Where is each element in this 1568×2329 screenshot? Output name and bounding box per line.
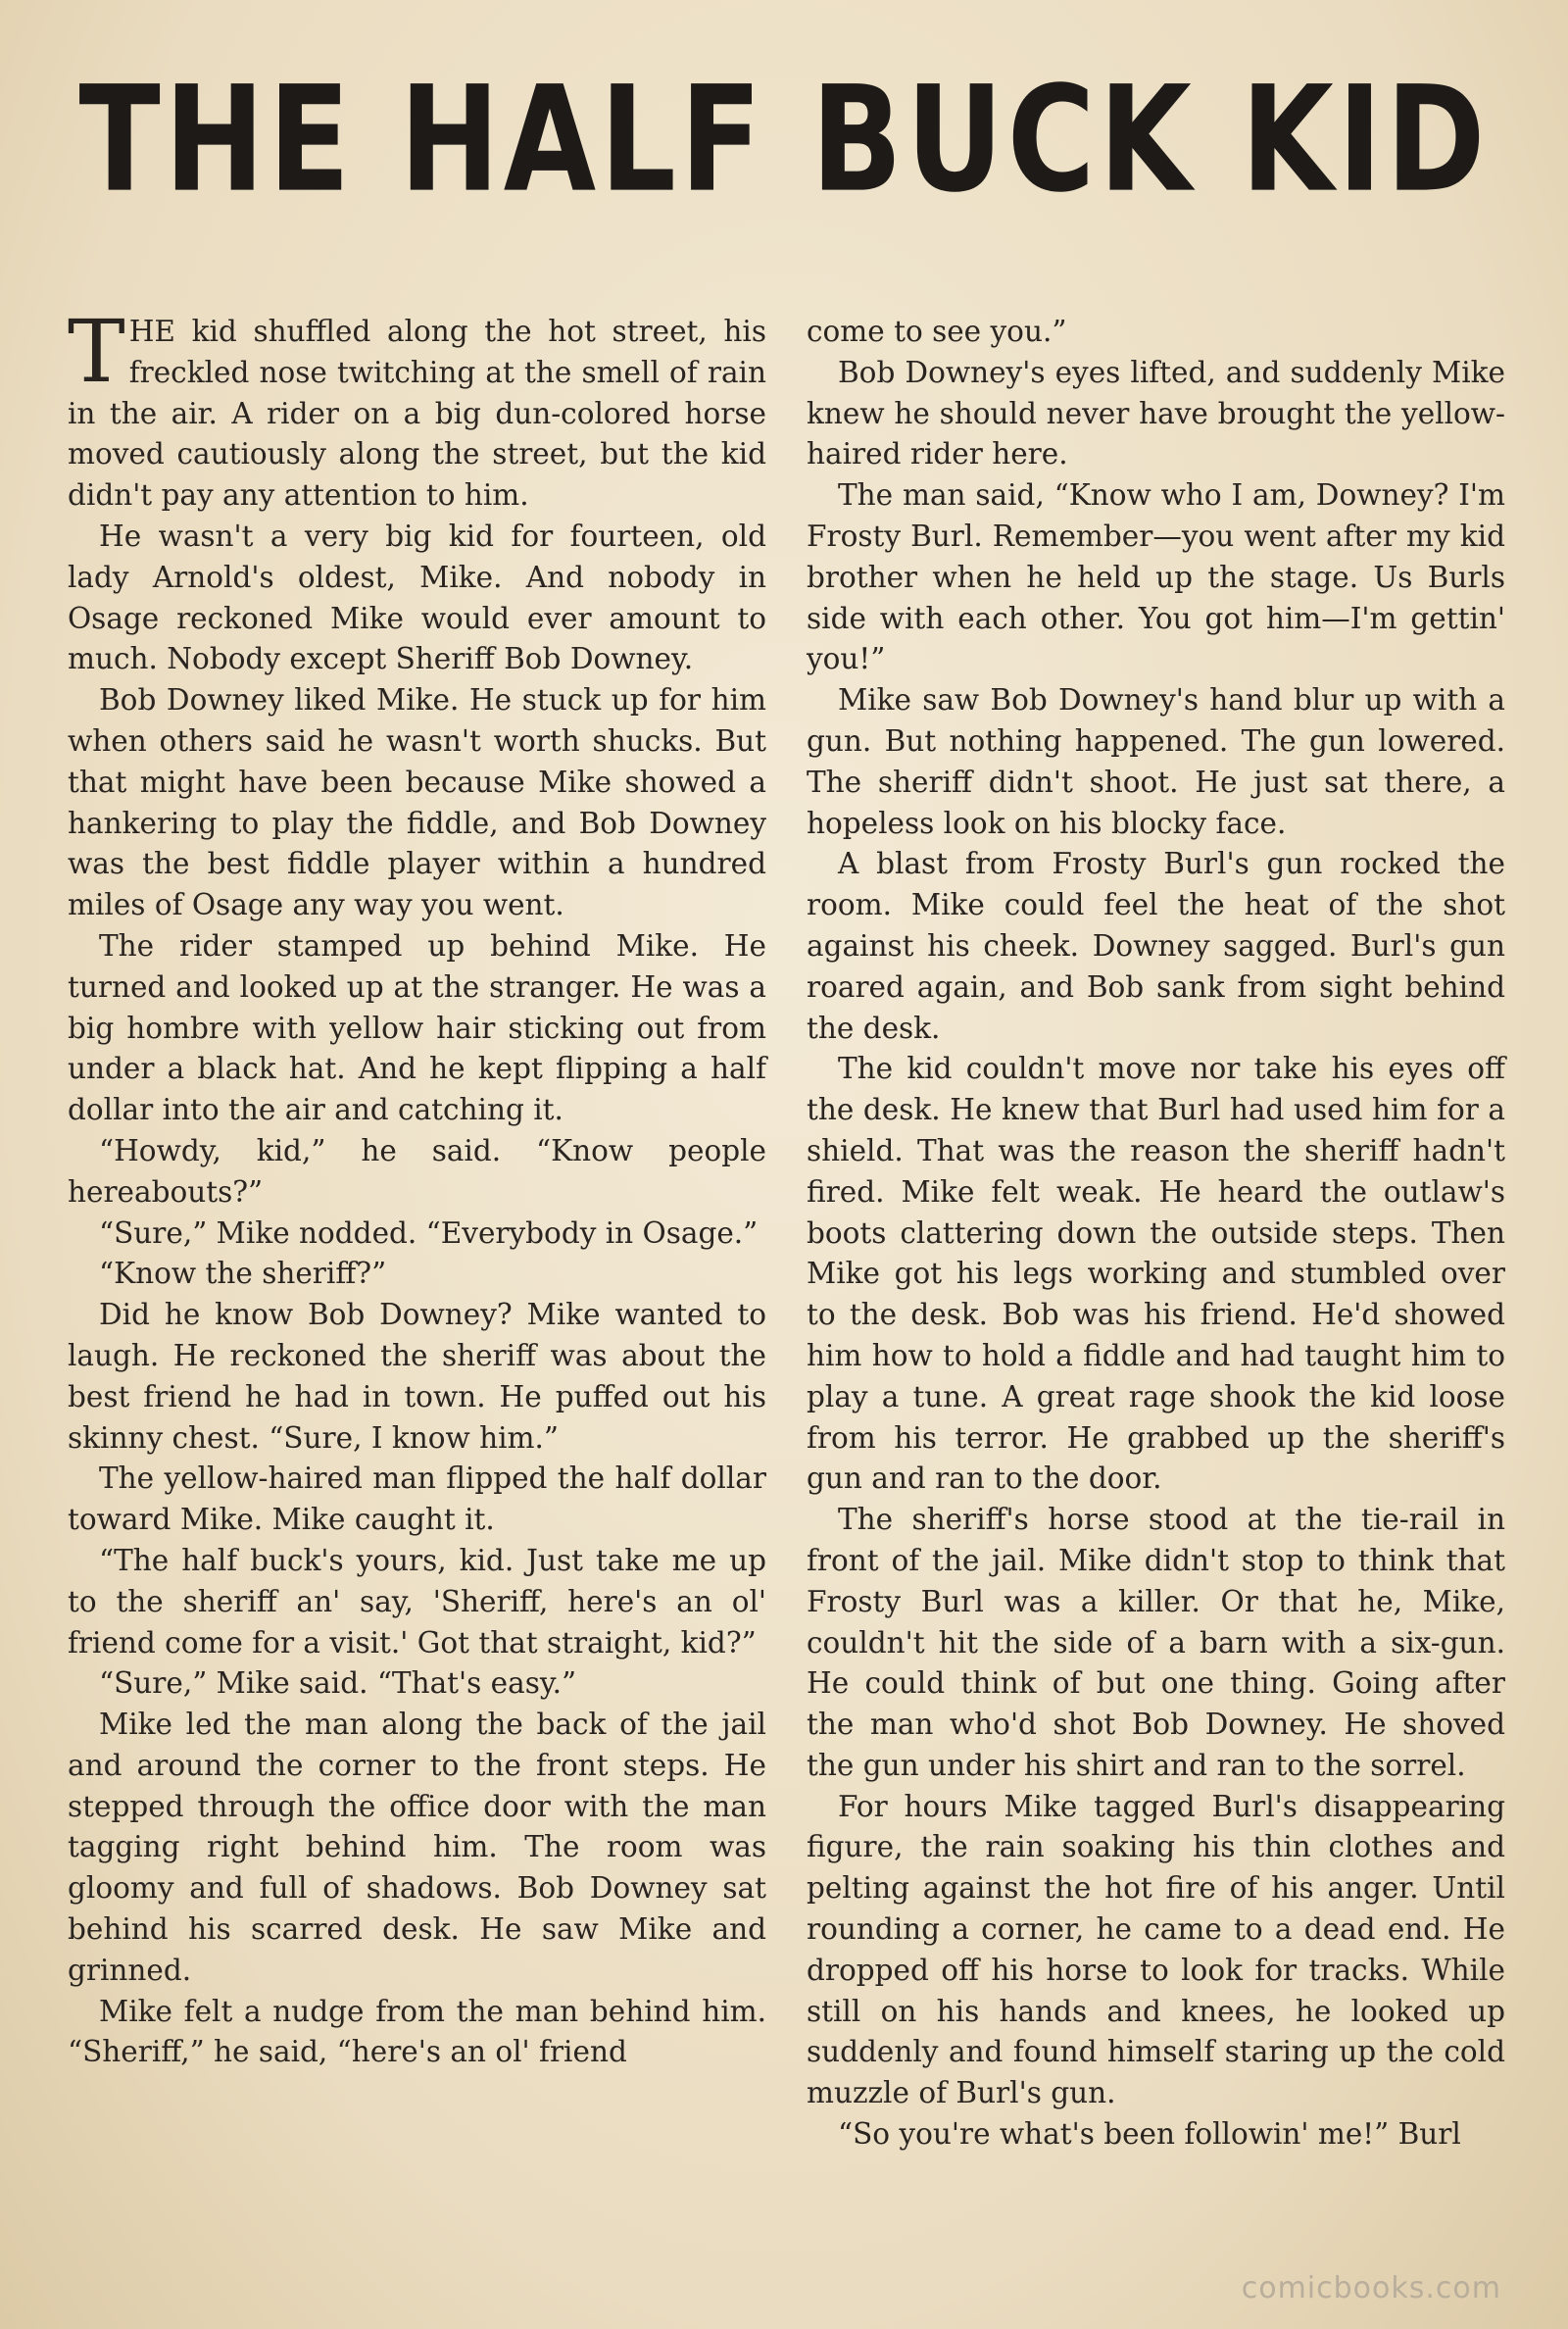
story-paragraph: He wasn't a very big kid for fourteen, old lady Arnold's oldest, Mike. And nobody in Osage reckoned Mike would ever amount to much. Nobody except Sheriff Bob Downey.: [68, 519, 766, 676]
story-paragraph: Bob Downey liked Mike. He stuck up for him when others said he wasn't worth shucks. But that might have been because Mike showed a hankering to play the fiddle, and Bob Downey was the best fiddle player within a hundred miles of Osage any way you went.: [68, 683, 766, 922]
story-paragraph: Mike felt a nudge from the man behind him. “Sheriff,” he said, “here's an ol' friend: [68, 1994, 766, 2069]
story-paragraph: The kid couldn't move nor take his eyes off the desk. He knew that Burl had used him for a shield. That was the reason the sheriff hadn't fired. Mike felt weak. He heard the outlaw's boots clattering down the outside steps. Then Mike got his legs working and stumbled over to the desk. Bob was his friend. He'd showed him how to hold a fiddle and had taught him to play a tune. A great rage shook the kid loose from his terror. He grabbed up the sheriff's gun and ran to the door.: [807, 1052, 1505, 1496]
story-paragraph: The rider stamped up behind Mike. He turned and looked up at the stranger. He was a big hombre with yellow hair sticking out from under a black hat. And he kept flipping a half dollar into the air and catching it.: [68, 928, 766, 1127]
story-paragraph: Mike saw Bob Downey's hand blur up with a gun. But nothing happened. The gun lowered. The sheriff didn't shoot. He just sat there, a hopeless look on his blocky face.: [807, 683, 1505, 840]
story-paragraph: The yellow-haired man flipped the half dollar toward Mike. Mike caught it.: [68, 1462, 766, 1537]
story-paragraph: “The half buck's yours, kid. Just take me up to the sheriff an' say, 'Sheriff, here's an ol' friend come for a visit.' Got that straight, kid?”: [68, 1543, 766, 1660]
continued-paragraph: come to see you.”: [807, 315, 1067, 348]
story-paragraph: Did he know Bob Downey? Mike wanted to laugh. He reckoned the sheriff was about the best friend he had in town. He puffed out his skinny chest. “Sure, I know him.”: [68, 1298, 766, 1455]
story-paragraph: “So you're what's been followin' me!” Burl: [838, 2117, 1461, 2152]
story-paragraph: The man said, “Know who I am, Downey? I'm Frosty Burl. Remember—you went after my kid brother when he held up the stage. Us Burls side with each other. You got him—I'm gettin' you!”: [807, 478, 1505, 676]
story-paragraph: Mike led the man along the back of the jail and around the corner to the front steps. He stepped through the office door with the man tagging right behind him. The room was gloomy and full of shadows. Bob Downey sat behind his scarred desk. He saw Mike and grinned.: [68, 1708, 766, 1987]
story-paragraph: A blast from Frosty Burl's gun rocked the room. Mike could feel the heat of the shot against his cheek. Downey sagged. Burl's gun roared again, and Bob sank from sight behind the desk.: [807, 847, 1505, 1045]
story-paragraph: Bob Downey's eyes lifted, and suddenly Mike knew he should never have brought the yellow-haired rider here.: [807, 355, 1505, 471]
story-paragraph: For hours Mike tagged Burl's disappearing figure, the rain soaking his thin clothes and pelting against the hot fire of his anger. Until rounding a corner, he came to a dead end. He dropped off his horse to look for tracks. While still on his hands and knees, he looked up suddenly and found himself staring up the cold muzzle of Burl's gun.: [807, 1789, 1505, 2110]
left-text-column: [68, 301, 766, 2073]
opening-paragraph: [68, 301, 766, 517]
site-watermark: comicbooks.com: [1241, 2271, 1501, 2305]
story-paragraph: “Sure,” Mike said. “That's easy.”: [99, 1666, 577, 1701]
story-paragraph: The sheriff's horse stood at the tie-rail in front of the jail. Mike didn't stop to think that Frosty Burl was a killer. Or that he, Mike, couldn't hit the side of a barn with a six-gun. He could think of but one thing. Going after the man who'd shot Bob Downey. He shoved the gun under his shirt and ran to the sorrel.: [807, 1503, 1505, 1782]
opening-paragraph-text: HE kid shuffled along the hot street, his freckled nose twitching at the smell of rain in the air. A rider on a big dun-colored horse moved cautiously along the street, but the kid didn't pay any attention to him.: [68, 315, 766, 513]
drop-cap-letter: T: [68, 301, 125, 402]
story-paragraph: “Sure,” Mike nodded. “Everybody in Osage.”: [99, 1215, 759, 1250]
story-paragraph: “Know the sheriff?”: [99, 1257, 387, 1291]
right-text-column: [807, 312, 1505, 2156]
story-title: THE HALF BUCK KID: [78, 54, 1490, 225]
story-paragraph: “Howdy, kid,” he said. “Know people hereabouts?”: [68, 1133, 766, 1209]
